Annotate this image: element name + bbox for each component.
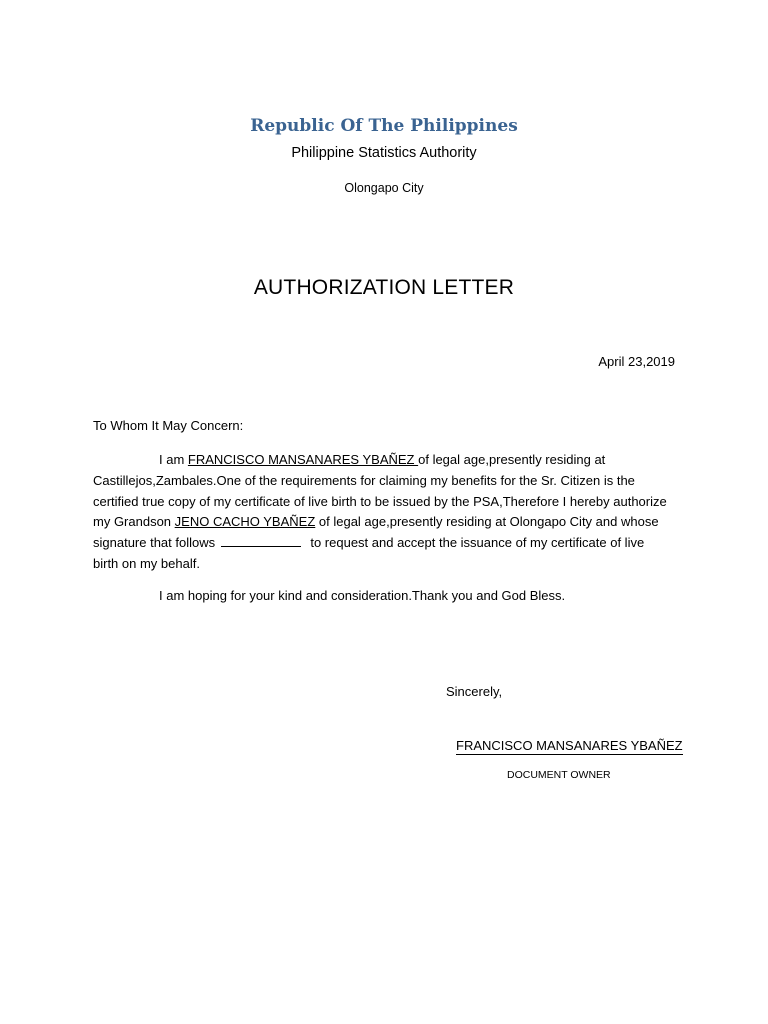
office-city: Olongapo City bbox=[344, 181, 424, 195]
body-paragraph-closing: I am hoping for your kind and consideration.Thank you and God Bless. bbox=[159, 588, 566, 603]
p1-tail: to request and accept the issuance of my certificate of live birth on my behalf. bbox=[93, 535, 645, 571]
body-paragraph-authorization bbox=[93, 450, 673, 575]
p1-lead: I am bbox=[159, 452, 188, 467]
closing-line: Sincerely, bbox=[446, 684, 503, 699]
signer-role: DOCUMENT OWNER bbox=[507, 769, 611, 781]
p1-mid1: of legal age,presently residing at Castillejos,Zambales.One of the requirements for claiming my benefits for the Sr. Citizen is the certified true copy of my certificate of live birth to be issued by the PSA,Therefore I hereby authorize my Grandson bbox=[93, 452, 667, 530]
p1-mid2: of legal age,presently residing at Olongapo City and whose signature that follows bbox=[93, 514, 659, 551]
signature-blank bbox=[221, 534, 301, 547]
agency-name: Philippine Statistics Authority bbox=[291, 145, 477, 161]
grandson-name: JENO CACHO YBAÑEZ bbox=[174, 514, 316, 530]
letter-date: April 23,2019 bbox=[598, 354, 675, 369]
letter-title: AUTHORIZATION LETTER bbox=[253, 276, 515, 299]
salutation: To Whom It May Concern: bbox=[93, 418, 244, 433]
owner-name: FRANCISCO MANSANARES YBAÑEZ bbox=[187, 452, 419, 467]
signer-name: FRANCISCO MANSANARES YBAÑEZ bbox=[456, 738, 683, 753]
republic-heading: Republic Of The Philippines bbox=[250, 116, 518, 136]
